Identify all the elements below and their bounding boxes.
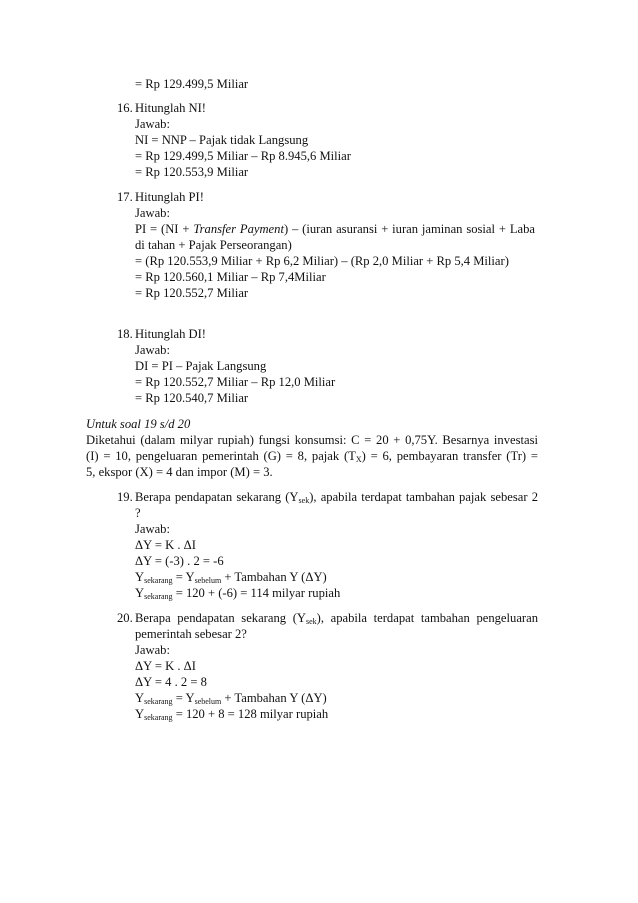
q20-line-3 — [135, 690, 327, 706]
q16-line-3: = Rp 120.553,9 Miliar — [135, 165, 249, 179]
section-para-line-1: Diketahui (dalam milyar rupiah) fungsi konsumsi: C = 20 + 0,75Y. Besarnya investasi — [86, 433, 538, 447]
q17-line-1a: PI = (NI + — [135, 222, 194, 236]
q18-line-3: = Rp 120.540,7 Miliar — [135, 391, 249, 405]
q19-title-1b: ), apabila terdapat tambahan pajak sebesar 2 — [309, 490, 538, 504]
q20-l4-end: = 120 + 8 = 128 milyar rupiah — [172, 707, 329, 721]
q20-l3-end: + Tambahan Y (ΔY) — [221, 691, 327, 705]
section-para-line-2 — [86, 448, 538, 464]
q20-jawab: Jawab: — [135, 643, 170, 657]
q17-line-5: = Rp 120.552,7 Miliar — [135, 286, 249, 300]
q20-l3-mid: = Y — [172, 691, 195, 705]
q19-line-3 — [135, 569, 327, 585]
q20-l3-sub1: sekarang — [144, 697, 173, 706]
section-para-2b: ) = 6, pembayaran transfer (Tr) = — [361, 449, 538, 463]
section-heading: Untuk soal 19 s/d 20 — [86, 417, 191, 431]
q17-line-1c: ) – (iuran asuransi + iuran jaminan sosial + Laba — [283, 222, 536, 236]
q20-title-1b: ), apabila terdapat tambahan pengeluaran — [316, 611, 538, 625]
q19-l3-mid: = Y — [172, 570, 195, 584]
q17-line-2: di tahan + Pajak Perseorangan) — [135, 238, 292, 252]
q16-line-2: = Rp 129.499,5 Miliar – Rp 8.945,6 Miliar — [135, 149, 351, 163]
q19-l3-y: Y — [135, 570, 145, 584]
q18-number: 18. — [117, 327, 133, 341]
q19-l3-sub1: sekarang — [144, 576, 173, 585]
q20-title-sub: sek — [305, 617, 317, 626]
q20-title-line-2: pemerintah sebesar 2? — [135, 627, 247, 641]
q19-l3-end: + Tambahan Y (ΔY) — [221, 570, 327, 584]
q19-title-sub: sek — [298, 496, 310, 505]
q17-number: 17. — [117, 190, 133, 204]
top-result-line: = Rp 129.499,5 Miliar — [135, 77, 249, 91]
q20-number: 20. — [117, 611, 133, 625]
q19-number: 19. — [117, 490, 133, 504]
section-para-2a: (I) = 10, pengeluaran pemerintah (G) = 8, pajak (T — [86, 449, 356, 463]
section-para-line-3: 5, ekspor (X) = 4 dan impor (M) = 3. — [86, 465, 273, 479]
q20-l3-sub2: sebelum — [194, 697, 222, 706]
q18-jawab: Jawab: — [135, 343, 170, 357]
q18-line-2: = Rp 120.552,7 Miliar – Rp 12,0 Miliar — [135, 375, 336, 389]
q19-line-4 — [135, 585, 340, 601]
q20-l4-sub: sekarang — [144, 713, 173, 722]
q20-line-4 — [135, 706, 328, 722]
q20-l3-y: Y — [135, 691, 145, 705]
q19-title-1a: Berapa pendapatan sekarang (Y — [135, 490, 299, 504]
q19-l3-sub2: sebelum — [194, 576, 222, 585]
q17-line-4: = Rp 120.560,1 Miliar – Rp 7,4Miliar — [135, 270, 326, 284]
q18-line-1: DI = PI – Pajak Langsung — [135, 359, 267, 373]
q19-l4-y: Y — [135, 586, 145, 600]
q19-title-line-2: ? — [135, 506, 141, 520]
q20-l4-y: Y — [135, 707, 145, 721]
q20-title-line-1 — [135, 610, 538, 626]
q19-l4-sub: sekarang — [144, 592, 173, 601]
q19-title-line-1 — [135, 489, 538, 505]
q16-jawab: Jawab: — [135, 117, 170, 131]
q16-number: 16. — [117, 101, 133, 115]
q19-line-2: ΔY = (-3) . 2 = -6 — [135, 554, 224, 568]
q19-line-1: ΔY = K . ΔI — [135, 538, 196, 552]
q19-l4-end: = 120 + (-6) = 114 milyar rupiah — [172, 586, 341, 600]
q17-line-3: = (Rp 120.553,9 Miliar + Rp 6,2 Miliar) – (Rp 2,0 Miliar + Rp 5,4 Miliar) — [135, 254, 509, 268]
q17-jawab: Jawab: — [135, 206, 170, 220]
q17-line-1 — [135, 221, 535, 237]
q20-line-2: ΔY = 4 . 2 = 8 — [135, 675, 207, 689]
q16-title: Hitunglah NI! — [135, 101, 206, 115]
q20-line-1: ΔY = K . ΔI — [135, 659, 196, 673]
q17-transfer-payment: Transfer Payment — [193, 222, 284, 236]
q19-jawab: Jawab: — [135, 522, 170, 536]
q18-title: Hitunglah DI! — [135, 327, 206, 341]
q17-title: Hitunglah PI! — [135, 190, 204, 204]
q16-line-1: NI = NNP – Pajak tidak Langsung — [135, 133, 309, 147]
section-para-2-sub: X — [355, 455, 362, 464]
q20-title-1a: Berapa pendapatan sekarang (Y — [135, 611, 306, 625]
